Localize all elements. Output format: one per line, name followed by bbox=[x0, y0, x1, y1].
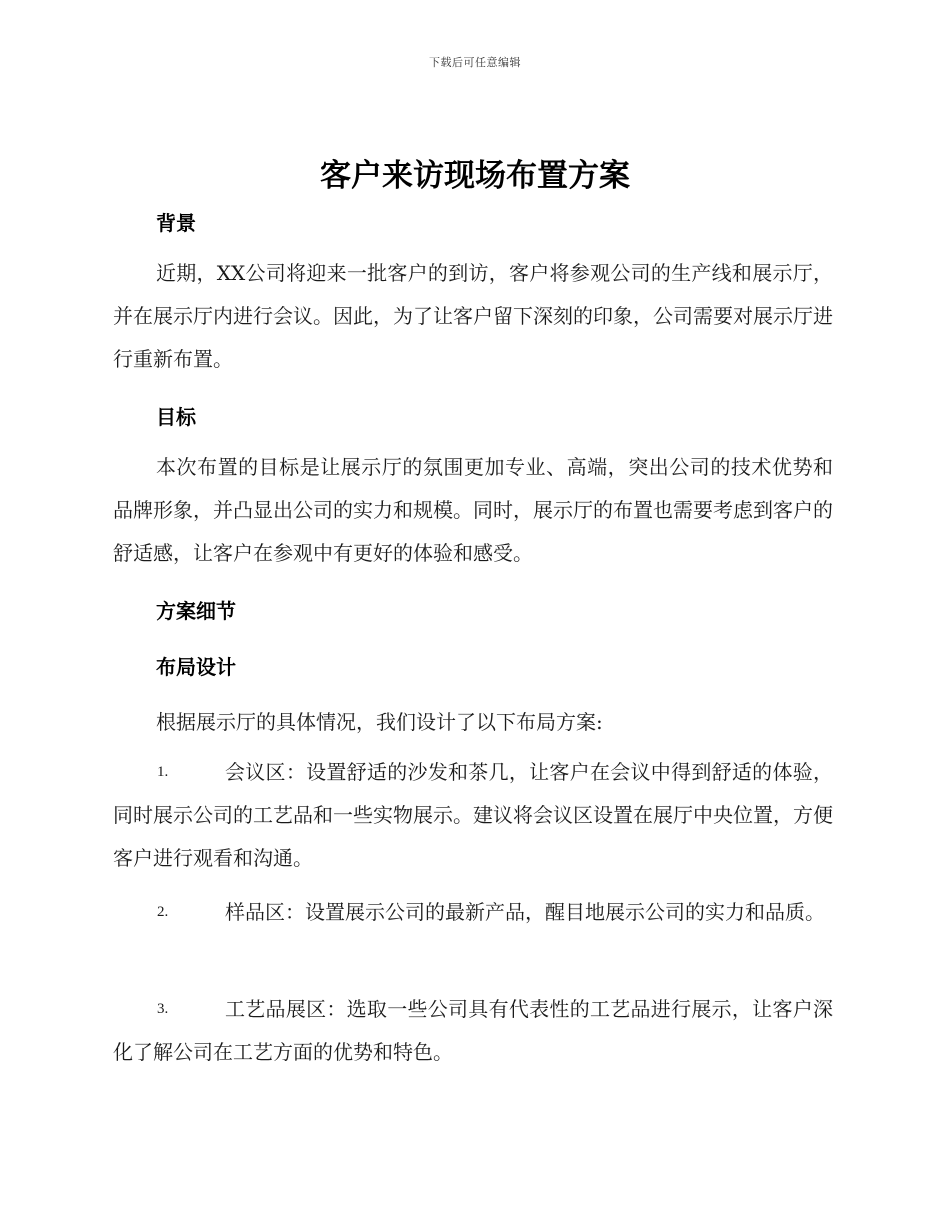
document-title: 客户来访现场布置方案 bbox=[320, 158, 630, 194]
list-item-number: 1. bbox=[157, 764, 169, 780]
heading-details: 方案细节 bbox=[156, 599, 236, 623]
heading-background: 背景 bbox=[156, 211, 196, 235]
paragraph-goal: 本次布置的目标是让展示厅的氛围更加专业、高端，突出公司的技术优势和品牌形象，并凸显出公司的实力和规模。同时，展示厅的布置也需要考虑到客户的舒适感，让客户在参观中有更好的体验和感受。 bbox=[113, 455, 833, 565]
list-item-text: 工艺品展区：选取一些公司具有代表性的工艺品进行展示，让客户深化了解公司在工艺方面的优势和特色。 bbox=[113, 997, 833, 1064]
list-item-number: 2. bbox=[157, 904, 169, 920]
heading-goal: 目标 bbox=[156, 405, 196, 429]
list-item-number: 3. bbox=[157, 1001, 169, 1017]
heading-layout: 布局设计 bbox=[156, 655, 236, 679]
header-note: 下载后可任意编辑 bbox=[429, 56, 521, 69]
list-item bbox=[113, 751, 833, 880]
list-item bbox=[113, 988, 833, 1074]
list-item-text: 样品区：设置展示公司的最新产品，醒目地展示公司的实力和品质。 bbox=[225, 900, 825, 924]
list-item bbox=[113, 891, 833, 934]
layout-intro: 根据展示厅的具体情况，我们设计了以下布局方案: bbox=[156, 710, 603, 734]
paragraph-background: 近期，XX公司将迎来一批客户的到访，客户将参观公司的生产线和展示厅，并在展示厅内进行会议。因此，为了让客户留下深刻的印象，公司需要对展示厅进行重新布置。 bbox=[113, 261, 833, 371]
list-item-text: 会议区：设置舒适的沙发和茶几，让客户在会议中得到舒适的体验，同时展示公司的工艺品和一些实物展示。建议将会议区设置在展厅中央位置，方便客户进行观看和沟通。 bbox=[113, 760, 833, 870]
